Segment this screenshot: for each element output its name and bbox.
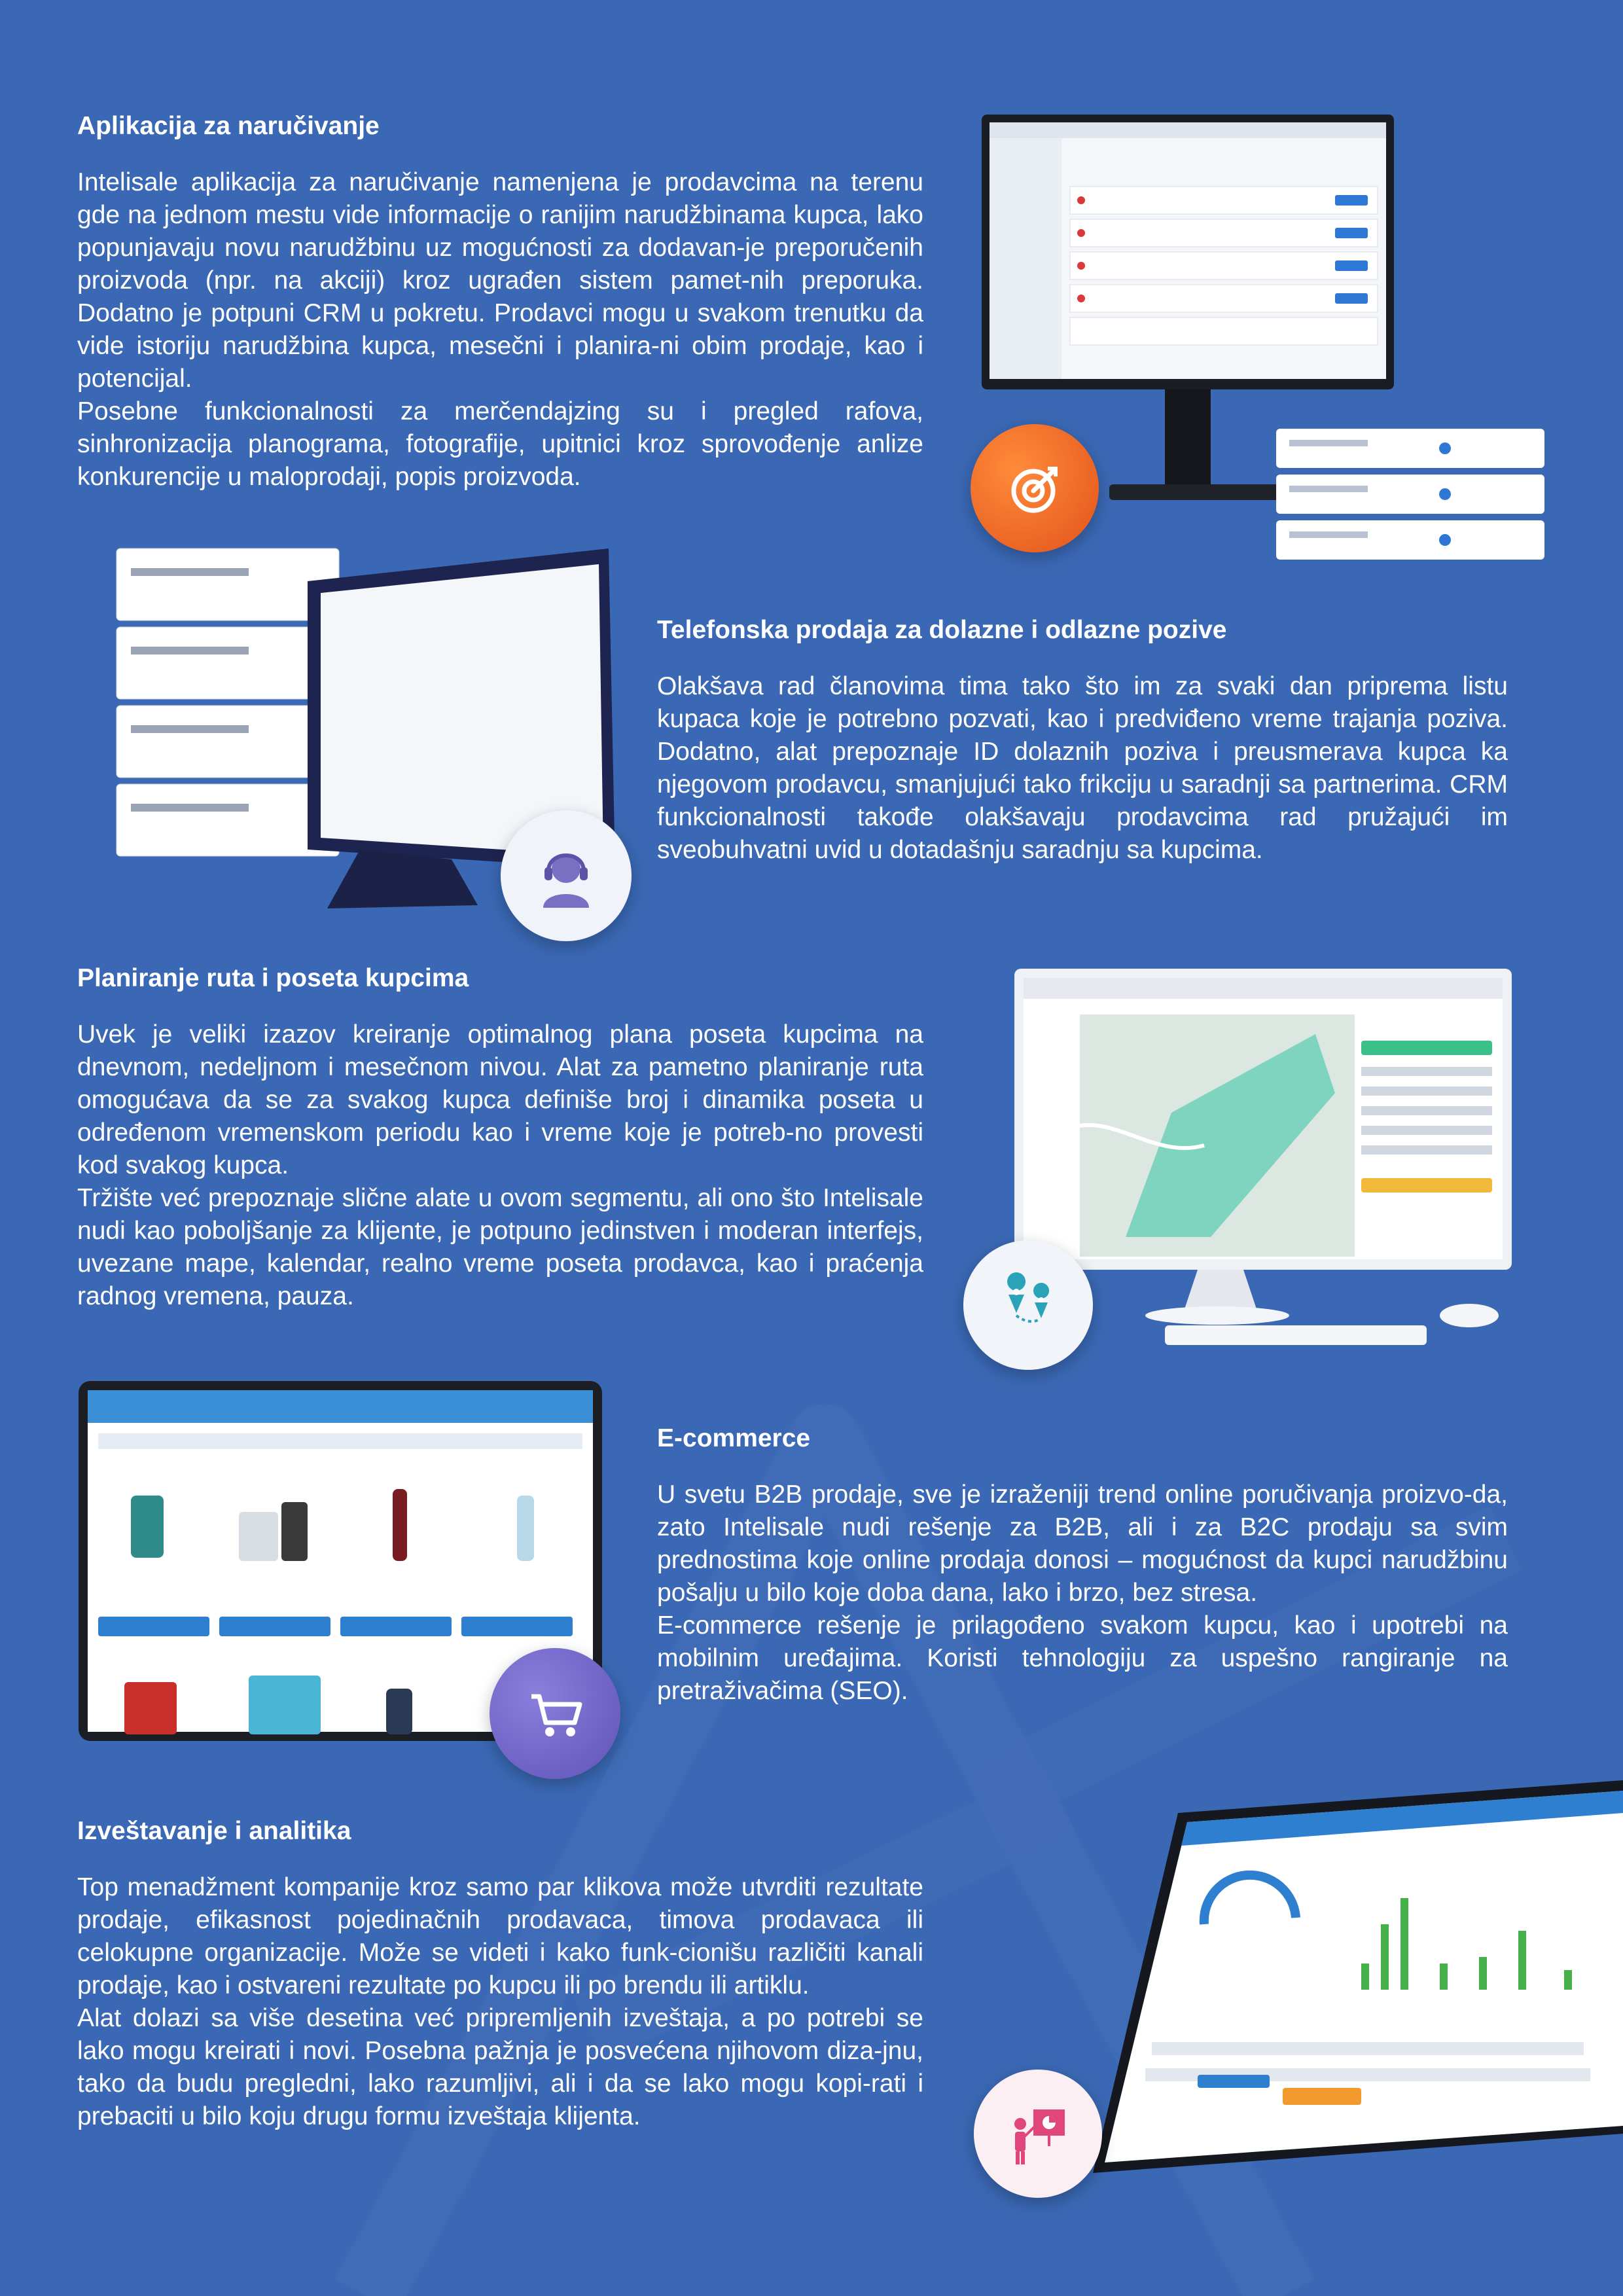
section-paragraph: Uvek je veliki izazov kreiranje optimalnog plana poseta kupcima na dnevnom, nedeljnom i mesečnom nivou. Alat za pametno planiranje ruta omogućava da se za svakog kupca definiše broj i dinamika poseta u određenom vremenskom periodu kao i vreme koje je potreb-no provesti kod svakog kupca.: [77, 1020, 923, 1179]
section-paragraph: Olakšava rad članovima tima tako što im za svaki dan priprema listu kupaca koje je potrebno pozvati, kao i predviđeno vreme trajanja poziva. Dodatno, alat prepoznaje ID dolaznih poziva i preusmerava kupca ka njegovom prodavcu, smanjujući tako frikciju u saradnji sa partnerima. CRM funkcionalnosti takođe olakšavaju prodavcima rad pružajući im sveobuhvatni uvid u dotadašnju saradnju sa kupcima.: [657, 672, 1508, 864]
section-paragraph: Top menadžment kompanije kroz samo par klikova može utvrditi rezultate prodaje, efikasnost pojedinačnih prodavaca, timova prodavaca ili celokupne organizacije. Može se videti i kako funk-cionišu različiti kanali prodaje, kao i ostvareni rezultate po kupcu ili po brendu ili artiklu.: [77, 1873, 923, 2000]
section-title: Aplikacija za naručivanje: [77, 112, 380, 140]
map-pins-icon: [963, 1240, 1093, 1370]
section-paragraph: Tržište već prepoznaje slične alate u ovom segmentu, ali ono što Intelisale nudi kao poboljšanje za klijente, je potpuno jedinstven i moderan interfejs, uvezane mape, kalendar, realno vreme poseta prodavca, kao i praćenja radnog vremena, pauza.: [77, 1184, 923, 1310]
section-reporting: [77, 1816, 923, 2133]
section-paragraph: Posebne funkcionalnosti za merčendajzing su i pregled rafova, sinhronizacija planograma, fotografije, upitnici kroz sprovođenje anlize konkurencije u maloprodaji, popis proizvoda.: [77, 397, 923, 491]
section-phone-sales: [657, 615, 1508, 867]
section-ordering-app: [77, 111, 923, 493]
section-paragraph: E-commerce rešenje je prilagođeno svakom kupcu, kao i upotrebi na mobilnim uređajima. Koristi tehnologiju za uspešno rangiranje na pretraživačima (SEO).: [657, 1611, 1508, 1705]
headset-user-icon: [501, 810, 632, 941]
section-title: Telefonska prodaja za dolazne i odlazne pozive: [657, 616, 1227, 644]
section-paragraph: U svetu B2B prodaje, sve je izraženiji trend online poručivanja proizvo-da, zato Intelisale nudi rešenje za B2B, ali i za B2C prodaju sa svim prednostima koje online prodaja donosi – mogućnost da kupci narudžbinu pošalju u bilo koje doba dana, lako i brzo, bez stresa.: [657, 1480, 1508, 1607]
section-route-planning: [77, 963, 923, 1313]
section-title: Planiranje ruta i poseta kupcima: [77, 964, 469, 992]
shopping-cart-icon: [490, 1648, 620, 1779]
section-title: E-commerce: [657, 1424, 811, 1452]
target-icon: [971, 424, 1099, 552]
presentation-icon: [974, 2070, 1102, 2198]
analytics-tablet-illustration: [1047, 1767, 1623, 2173]
section-paragraph: Alat dolazi sa više desetina već pripremljenih izveštaja, a po potrebi se lako mogu kreirati i novi. Posebna pažnja je posvećena njihovom diza-jnu, tako da budu pregledni, lako razumljivi, ali i da se lako mogu kopi-rati i prebaciti u bilo koju drugu formu izveštaja klijenta.: [77, 2004, 923, 2130]
section-title: Izveštavanje i analitika: [77, 1817, 351, 1845]
section-ecommerce: [657, 1424, 1508, 1708]
section-paragraph: Intelisale aplikacija za naručivanje namenjena je prodavcima na terenu gde na jednom mestu vide informacije o ranijim narudžbinama kupca, lako popunjavaju novu narudžbinu uz mogućnosti za dodavan-je preporučenih proizvoda (npr. na akciji) kroz ugrađen sistem pamet-nih preporuka. Dodatno je potpuni CRM u pokretu. Prodavci mogu u svakom trenutku da vide istoriju narudžbina kupca, mesečni i planira-ni obim prodaje, kao i potencijal.: [77, 168, 923, 393]
